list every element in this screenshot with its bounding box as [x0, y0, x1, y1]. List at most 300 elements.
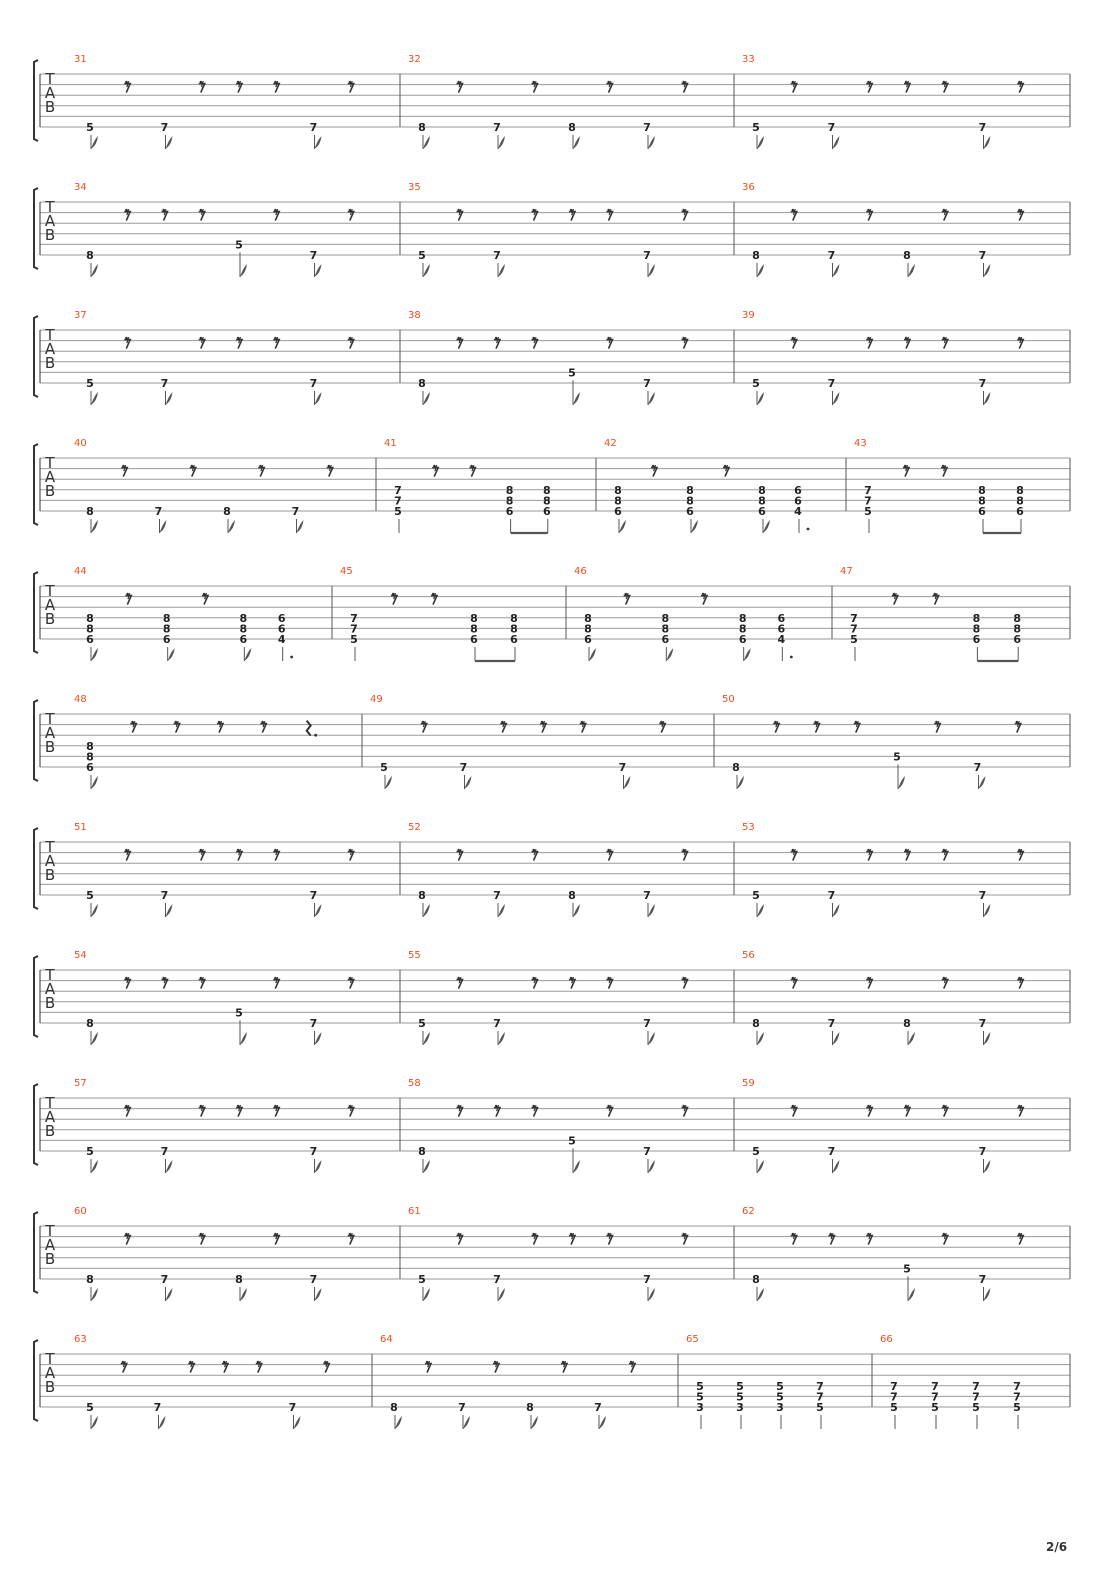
eighth-rest: 𝄾: [607, 74, 612, 94]
fret-number: 4: [777, 633, 786, 646]
fret-number: 8: [1016, 494, 1024, 508]
fret-number: 7: [972, 1379, 980, 1393]
fret-number: 6: [1013, 633, 1022, 646]
tab-system: [34, 182, 1070, 277]
note-flag: [160, 520, 167, 533]
fret-number: 5: [752, 121, 760, 134]
tab-letter: A: [44, 340, 56, 358]
eighth-rest: 𝄾: [199, 970, 204, 990]
eighth-rest: 𝄾: [199, 1098, 204, 1118]
fret-number: 7: [827, 249, 836, 262]
tab-letter: T: [45, 326, 55, 344]
eighth-rest: 𝄾: [933, 586, 938, 606]
tab-system: [34, 566, 1070, 661]
fret-number: 8: [418, 377, 426, 390]
note-flag: [315, 1032, 322, 1045]
eighth-rest: 𝄾: [903, 458, 909, 478]
eighth-rest: 𝄾: [607, 1226, 612, 1246]
fret-number: 5: [903, 1262, 911, 1276]
eighth-rest: 𝄾: [580, 714, 585, 734]
eighth-rest: 𝄾: [624, 586, 629, 606]
eighth-rest: 𝄾: [162, 970, 167, 990]
measure-number: 48: [74, 694, 87, 705]
eighth-rest: 𝄾: [327, 458, 332, 478]
eighth-rest: 𝄾: [791, 842, 796, 862]
eighth-rest: 𝄾: [942, 1098, 947, 1118]
fret-number: 7: [972, 1390, 980, 1404]
note-flag: [908, 264, 915, 277]
fret-number: 7: [978, 249, 987, 262]
fret-number: 6: [758, 505, 766, 518]
fret-number: 7: [850, 622, 858, 636]
fret-number: 7: [864, 483, 872, 497]
eighth-rest: 𝄾: [629, 1354, 635, 1374]
fret-number: 8: [584, 611, 592, 625]
fret-number: 7: [618, 761, 627, 774]
fret-number: 8: [235, 1273, 243, 1286]
fret-number: 8: [978, 483, 986, 497]
note-flag: [423, 136, 430, 149]
note-flag: [648, 392, 655, 405]
eighth-rest: 𝄾: [701, 586, 707, 606]
eighth-rest: 𝄾: [199, 1226, 204, 1246]
eighth-rest: 𝄾: [199, 330, 204, 350]
eighth-rest: 𝄾: [942, 842, 947, 862]
fret-number: 5: [394, 505, 402, 518]
fret-number: 7: [827, 377, 836, 390]
eighth-rest: 𝄾: [274, 1226, 279, 1246]
tab-letter: A: [44, 1108, 56, 1126]
note-flag: [385, 776, 392, 789]
note-flag: [91, 648, 98, 661]
note-flag: [833, 264, 840, 277]
fret-number: 7: [309, 1017, 318, 1030]
note-flag: [423, 1032, 430, 1045]
measure-number: 56: [742, 950, 755, 961]
eighth-rest: 𝄾: [431, 586, 437, 606]
note-flag: [423, 1160, 430, 1173]
note-flag: [666, 648, 673, 661]
measure-number: 57: [74, 1078, 87, 1089]
fret-number: 8: [162, 611, 171, 625]
eighth-rest: 𝄾: [324, 1354, 329, 1374]
fret-number: 6: [686, 505, 694, 518]
eighth-rest: 𝄾: [814, 714, 819, 734]
fret-number: 5: [235, 1006, 243, 1020]
fret-number: 8: [86, 739, 94, 753]
note-flag: [984, 1288, 991, 1301]
fret-number: 8: [223, 505, 231, 518]
fret-number: 5: [752, 1145, 760, 1158]
eighth-rest: 𝄾: [348, 74, 353, 94]
eighth-rest: 𝄾: [1018, 970, 1023, 990]
note-flag: [691, 520, 698, 533]
tab-letter: B: [44, 1378, 56, 1396]
eighth-rest: 𝄾: [569, 1226, 575, 1246]
eighth-rest: 𝄾: [607, 330, 612, 350]
fret-number: 7: [493, 121, 501, 134]
fret-number: 8: [752, 1017, 760, 1030]
fret-number: 5: [752, 377, 760, 390]
fret-number: 3: [776, 1401, 784, 1414]
fret-number: 7: [864, 494, 872, 508]
fret-number: 8: [470, 611, 478, 625]
note-flag: [240, 1032, 247, 1045]
fret-number: 7: [309, 889, 318, 902]
eighth-rest: 𝄾: [274, 970, 279, 990]
fret-number: 7: [160, 121, 169, 134]
eighth-rest: 𝄾: [470, 458, 475, 478]
page-number: 2/6: [1046, 1540, 1068, 1554]
measure-number: 37: [74, 310, 87, 321]
eighth-rest: 𝄾: [348, 970, 353, 990]
tab-letter: B: [44, 354, 56, 372]
system-bracket: [34, 316, 38, 397]
fret-number: 7: [890, 1379, 898, 1393]
dot: [290, 656, 293, 659]
fret-number: 8: [758, 483, 766, 497]
eighth-rest: 𝄾: [904, 842, 910, 862]
note-flag: [984, 904, 991, 917]
note-flag: [744, 648, 751, 661]
eighth-rest: 𝄾: [892, 586, 897, 606]
eighth-rest: 𝄾: [561, 1354, 567, 1374]
eighth-rest: 𝄾: [651, 458, 657, 478]
fret-number: 6: [777, 611, 786, 625]
eighth-rest: 𝄾: [607, 1098, 612, 1118]
eighth-rest: 𝄾: [904, 74, 910, 94]
dot: [807, 528, 810, 531]
fret-number: 5: [696, 1390, 704, 1404]
fret-number: 5: [816, 1401, 824, 1414]
fret-number: 8: [86, 505, 94, 518]
fret-number: 5: [380, 761, 388, 774]
note-flag: [315, 904, 322, 917]
fret-number: 8: [978, 494, 986, 508]
fret-number: 7: [827, 1145, 836, 1158]
note-flag: [648, 1288, 655, 1301]
note-flag: [757, 264, 764, 277]
fret-number: 6: [794, 483, 802, 497]
fret-number: 8: [1016, 483, 1024, 497]
fret-number: 8: [686, 483, 694, 497]
eighth-rest: 𝄾: [256, 1354, 261, 1374]
eighth-rest: 𝄾: [791, 202, 796, 222]
fret-number: 6: [86, 633, 94, 646]
eighth-rest: 𝄾: [1018, 1226, 1023, 1246]
eighth-rest: 𝄾: [791, 1226, 796, 1246]
system-bracket: [34, 828, 38, 909]
fret-number: 8: [510, 611, 518, 625]
eighth-rest: 𝄾: [199, 842, 204, 862]
measure-number: 39: [742, 310, 755, 321]
eighth-rest: 𝄾: [125, 1226, 130, 1246]
fret-number: 8: [86, 750, 94, 764]
fret-number: 7: [493, 889, 501, 902]
note-flag: [423, 1288, 430, 1301]
fret-number: 8: [972, 611, 981, 625]
eighth-rest: 𝄾: [131, 714, 136, 734]
fret-number: 7: [978, 1145, 987, 1158]
tab-letter: B: [44, 226, 56, 244]
fret-number: 7: [1013, 1379, 1021, 1393]
fret-number: 8: [738, 622, 747, 636]
eighth-rest: 𝄾: [1018, 202, 1023, 222]
note-flag: [573, 904, 580, 917]
tab-system: [34, 950, 1070, 1045]
note-flag: [589, 648, 596, 661]
fret-number: 8: [510, 622, 518, 636]
fret-number: 8: [903, 1017, 911, 1030]
measure-number: 46: [574, 566, 587, 577]
quarter-rest: [307, 721, 311, 736]
fret-number: 6: [1016, 505, 1024, 518]
eighth-rest: 𝄾: [867, 1226, 872, 1246]
eighth-rest: 𝄾: [457, 970, 462, 990]
note-flag: [423, 264, 430, 277]
note-flag: [757, 904, 764, 917]
fret-number: 7: [816, 1379, 824, 1393]
fret-number: 6: [277, 611, 286, 625]
eighth-rest: 𝄾: [274, 1098, 279, 1118]
eighth-rest: 𝄾: [125, 842, 130, 862]
fret-number: 7: [160, 889, 169, 902]
eighth-rest: 𝄾: [942, 330, 947, 350]
dot: [314, 734, 317, 737]
fret-number: 5: [776, 1379, 784, 1393]
fret-number: 8: [752, 249, 760, 262]
eighth-rest: 𝄾: [532, 1226, 537, 1246]
fret-number: 7: [153, 1401, 162, 1414]
tab-system: [34, 310, 1070, 405]
note-flag: [757, 392, 764, 405]
measure-number: 62: [742, 1206, 755, 1217]
fret-number: 7: [643, 889, 651, 902]
tab-system: [34, 822, 1070, 917]
measure-number: 31: [74, 54, 87, 65]
fret-number: 6: [978, 505, 986, 518]
eighth-rest: 𝄾: [236, 842, 242, 862]
measure-number: 61: [408, 1206, 421, 1217]
note-flag: [423, 392, 430, 405]
fret-number: 5: [864, 505, 872, 518]
note-flag: [833, 904, 840, 917]
fret-number: 5: [418, 1017, 426, 1030]
note-flag: [315, 1160, 322, 1173]
tab-letter: A: [44, 980, 56, 998]
measure-number: 65: [686, 1334, 699, 1345]
eighth-rest: 𝄾: [791, 330, 796, 350]
fret-number: 6: [510, 633, 518, 646]
eighth-rest: 𝄾: [236, 1098, 242, 1118]
eighth-rest: 𝄾: [236, 74, 242, 94]
eighth-rest: 𝄾: [274, 202, 279, 222]
eighth-rest: 𝄾: [348, 330, 353, 350]
eighth-rest: 𝄾: [199, 74, 204, 94]
note-flag: [757, 1160, 764, 1173]
fret-number: 5: [86, 377, 94, 390]
eighth-rest: 𝄾: [494, 330, 500, 350]
eighth-rest: 𝄾: [1015, 714, 1020, 734]
note-flag: [297, 520, 304, 533]
note-flag: [498, 264, 505, 277]
note-flag: [168, 648, 175, 661]
eighth-rest: 𝄾: [494, 1098, 500, 1118]
measure-number: 33: [742, 54, 755, 65]
measure-number: 40: [74, 438, 87, 449]
tab-letter: A: [44, 596, 56, 614]
system-bracket: [34, 1340, 38, 1421]
fret-number: 7: [1013, 1390, 1021, 1404]
eighth-rest: 𝄾: [532, 330, 537, 350]
note-flag: [166, 1160, 173, 1173]
fret-number: 7: [890, 1390, 898, 1404]
eighth-rest: 𝄾: [532, 970, 537, 990]
note-flag: [984, 264, 991, 277]
eighth-rest: 𝄾: [122, 458, 127, 478]
note-flag: [624, 776, 631, 789]
note-flag: [984, 1160, 991, 1173]
measure-number: 64: [380, 1334, 393, 1345]
fret-number: 7: [493, 1273, 501, 1286]
tab-letter: B: [44, 98, 56, 116]
fret-number: 5: [86, 1145, 94, 1158]
measure-number: 54: [74, 950, 87, 961]
note-flag: [908, 1032, 915, 1045]
eighth-rest: 𝄾: [682, 842, 687, 862]
tab-letter: T: [45, 710, 55, 728]
note-flag: [91, 136, 98, 149]
fret-number: 3: [696, 1401, 704, 1414]
note-flag: [395, 1416, 402, 1429]
eighth-rest: 𝄾: [493, 1354, 499, 1374]
fret-number: 7: [827, 121, 836, 134]
fret-number: 8: [86, 622, 94, 636]
fret-number: 7: [643, 1273, 651, 1286]
tab-letter: T: [45, 582, 55, 600]
eighth-rest: 𝄾: [217, 714, 223, 734]
tab-letter: B: [44, 482, 56, 500]
eighth-rest: 𝄾: [607, 842, 612, 862]
measure-number: 51: [74, 822, 87, 833]
fret-number: 8: [470, 622, 478, 636]
fret-number: 7: [458, 1401, 466, 1414]
note-flag: [166, 1288, 173, 1301]
fret-number: 8: [752, 1273, 760, 1286]
note-flag: [498, 1032, 505, 1045]
eighth-rest: 𝄾: [425, 1354, 431, 1374]
measure-number: 47: [840, 566, 853, 577]
tab-letter: B: [44, 738, 56, 756]
eighth-rest: 𝄾: [348, 1226, 353, 1246]
eighth-rest: 𝄾: [682, 74, 687, 94]
eighth-rest: 𝄾: [348, 842, 353, 862]
eighth-rest: 𝄾: [942, 202, 947, 222]
note-flag: [833, 392, 840, 405]
fret-number: 6: [542, 505, 551, 518]
eighth-rest: 𝄾: [682, 1226, 687, 1246]
fret-number: 7: [594, 1401, 602, 1414]
eighth-rest: 𝄾: [274, 842, 279, 862]
note-flag: [240, 1288, 247, 1301]
eighth-rest: 𝄾: [532, 202, 537, 222]
tab-letter: A: [44, 468, 56, 486]
fret-number: 6: [738, 633, 747, 646]
eighth-rest: 𝄾: [274, 74, 279, 94]
fret-number: 7: [643, 121, 651, 134]
eighth-rest: 𝄾: [867, 330, 872, 350]
eighth-rest: 𝄾: [682, 1098, 687, 1118]
measure-number: 53: [742, 822, 755, 833]
fret-number: 7: [931, 1379, 939, 1393]
note-flag: [91, 776, 98, 789]
eighth-rest: 𝄾: [199, 202, 204, 222]
fret-number: 7: [493, 249, 501, 262]
tab-letter: B: [44, 1250, 56, 1268]
fret-number: 7: [816, 1390, 824, 1404]
fret-number: 8: [1013, 622, 1022, 636]
note-flag: [91, 1416, 98, 1429]
fret-number: 7: [291, 505, 300, 518]
eighth-rest: 𝄾: [867, 970, 872, 990]
note-flag: [898, 776, 905, 789]
eighth-rest: 𝄾: [942, 1226, 947, 1246]
system-bracket: [34, 572, 38, 653]
note-flag: [757, 1288, 764, 1301]
fret-number: 7: [350, 622, 358, 636]
fret-number: 4: [794, 505, 802, 518]
system-bracket: [34, 1212, 38, 1293]
fret-number: 7: [643, 249, 651, 262]
note-flag: [315, 392, 322, 405]
fret-number: 5: [1013, 1401, 1021, 1414]
fret-number: 6: [86, 761, 94, 774]
fret-number: 8: [418, 889, 426, 902]
fret-number: 8: [903, 249, 911, 262]
fret-number: 5: [776, 1390, 784, 1404]
eighth-rest: 𝄾: [274, 330, 279, 350]
eighth-rest: 𝄾: [791, 1098, 796, 1118]
note-flag: [463, 1416, 470, 1429]
fret-number: 7: [154, 505, 163, 518]
fret-number: 7: [309, 377, 318, 390]
measure-number: 63: [74, 1334, 87, 1345]
eighth-rest: 𝄾: [162, 202, 167, 222]
eighth-rest: 𝄾: [904, 330, 910, 350]
tab-letter: T: [45, 1094, 55, 1112]
note-flag: [91, 904, 98, 917]
note-flag: [166, 904, 173, 917]
fret-number: 7: [493, 1017, 501, 1030]
fret-number: 8: [568, 121, 576, 134]
eighth-rest: 𝄾: [723, 458, 729, 478]
fret-number: 7: [973, 761, 982, 774]
eighth-rest: 𝄾: [532, 842, 537, 862]
note-flag: [648, 1160, 655, 1173]
note-flag: [984, 136, 991, 149]
fret-number: 7: [827, 889, 836, 902]
fret-number: 8: [758, 494, 766, 508]
eighth-rest: 𝄾: [125, 970, 130, 990]
fret-number: 8: [239, 622, 248, 636]
fret-number: 6: [972, 633, 981, 646]
system-bracket: [34, 188, 38, 269]
fret-number: 7: [288, 1401, 297, 1414]
tab-system: [34, 1078, 1070, 1173]
fret-number: 5: [752, 889, 760, 902]
eighth-rest: 𝄾: [121, 1354, 126, 1374]
note-flag: [531, 1416, 538, 1429]
